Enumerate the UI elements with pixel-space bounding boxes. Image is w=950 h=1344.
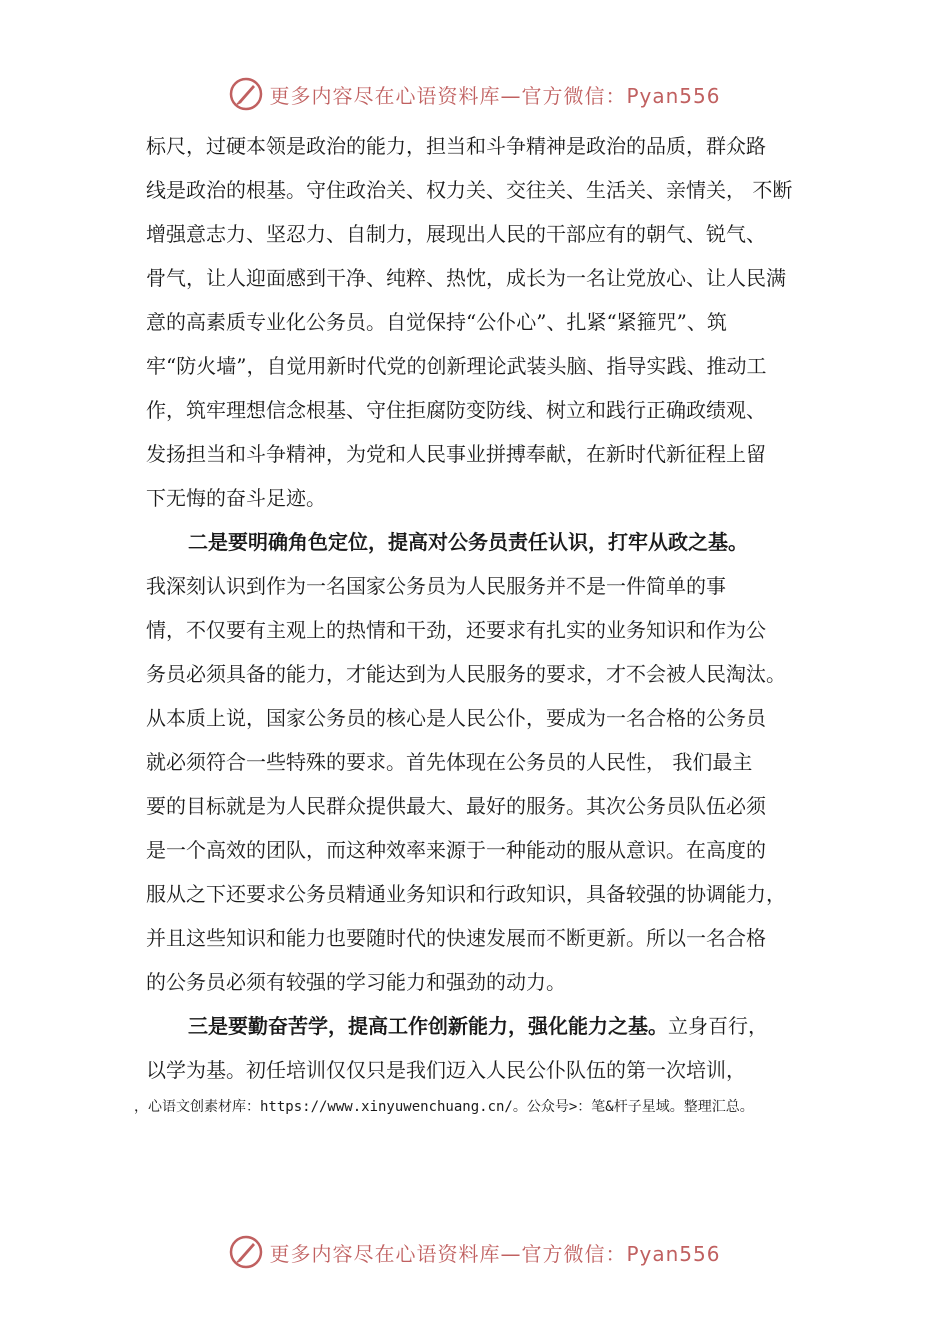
line-text: 情，不仅要有主观上的热情和干劲，还要求有扎实的业务知识和作为公	[146, 618, 766, 642]
text-line	[146, 256, 826, 300]
text-line	[146, 520, 826, 564]
text-line	[146, 872, 826, 916]
footer-banner	[0, 1232, 950, 1272]
text-line	[146, 476, 826, 520]
line-text: 务员必须具备的能力，才能达到为人民服务的要求，才不会被人民淘汰。	[146, 662, 786, 686]
line-text: 是一个高效的团队，而这种效率来源于一种能动的服从意识。在高度的	[146, 838, 766, 862]
text-line	[146, 916, 826, 960]
banner-text: 更多内容尽在心语资料库—官方微信：Pyan556	[269, 83, 721, 108]
text-line	[146, 124, 826, 168]
bold-heading: 三是要勤奋苦学，提高工作创新能力，强化能力之基。	[188, 1014, 668, 1038]
line-text: 增强意志力、坚忍力、自制力，展现出人民的干部应有的朝气、锐气、	[146, 222, 766, 246]
text-line	[146, 388, 826, 432]
text-line	[146, 1004, 826, 1048]
line-text: 意的高素质专业化公务员。自觉保持“公仆心”、扎紧“紧箍咒”、筑	[146, 310, 727, 334]
text-line	[146, 300, 826, 344]
line-text: 作，筑牢理想信念根基、守住拒腐防变防线、树立和践行正确政绩观、	[146, 398, 766, 422]
line-text: 以学为基。初任培训仅仅只是我们迈入人民公仆队伍的第一次培训，	[146, 1058, 746, 1082]
text-line	[146, 344, 826, 388]
text-line	[146, 608, 826, 652]
line-text: 从本质上说，国家公务员的核心是人民公仆，要成为一名合格的公务员	[146, 706, 766, 730]
line-text: 我深刻认识到作为一名国家公务员为人民服务并不是一件简单的事	[146, 574, 726, 598]
feather-pen-seal-icon	[229, 1235, 263, 1269]
line-text: 下无悔的奋斗足迹。	[146, 486, 326, 510]
text-line	[146, 1048, 826, 1092]
text-line	[146, 168, 826, 212]
text-line	[146, 960, 826, 1004]
line-text: 牢“防火墙”，自觉用新时代党的创新理论武装头脑、指导实践、推动工	[146, 354, 767, 378]
source-note: ，心语文创素材库：https://www.xinyuwenchuang.cn/。公众号>：笔&杆子星域。整理汇总。	[134, 1099, 754, 1115]
line-text: 标尺，过硬本领是政治的能力，担当和斗争精神是政治的品质，群众路	[146, 134, 766, 158]
line-text: 发扬担当和斗争精神，为党和人民事业拼搏奉献，在新时代新征程上留	[146, 442, 766, 466]
text-line	[146, 784, 826, 828]
text-line	[146, 212, 826, 256]
banner-text: 更多内容尽在心语资料库—官方微信：Pyan556	[269, 1241, 721, 1266]
line-text: 线是政治的根基。守住政治关、权力关、交往关、生活关、亲情关， 不断	[146, 178, 793, 202]
text-line	[146, 696, 826, 740]
document-body	[146, 124, 826, 1092]
line-text: 要的目标就是为人民群众提供最大、最好的服务。其次公务员队伍必须	[146, 794, 766, 818]
text-line	[146, 828, 826, 872]
text-line	[146, 652, 826, 696]
line-text: 并且这些知识和能力也要随时代的快速发展而不断更新。所以一名合格	[146, 926, 766, 950]
text-line	[146, 564, 826, 608]
line-text: 的公务员必须有较强的学习能力和强劲的动力。	[146, 970, 566, 994]
line-text: 立身百行，	[668, 1014, 768, 1038]
line-text: 骨气，让人迎面感到干净、纯粹、热忱，成长为一名让党放心、让人民满	[146, 266, 786, 290]
bold-heading: 二是要明确角色定位，提高对公务员责任认识，打牢从政之基。	[188, 530, 748, 554]
header-banner	[0, 74, 950, 114]
feather-pen-seal-icon	[229, 77, 263, 111]
line-text: 就必须符合一些特殊的要求。首先体现在公务员的人民性， 我们最主	[146, 750, 753, 774]
line-text: 服从之下还要求公务员精通业务知识和行政知识，具备较强的协调能力，	[146, 882, 786, 906]
text-line	[146, 432, 826, 476]
text-line	[146, 740, 826, 784]
